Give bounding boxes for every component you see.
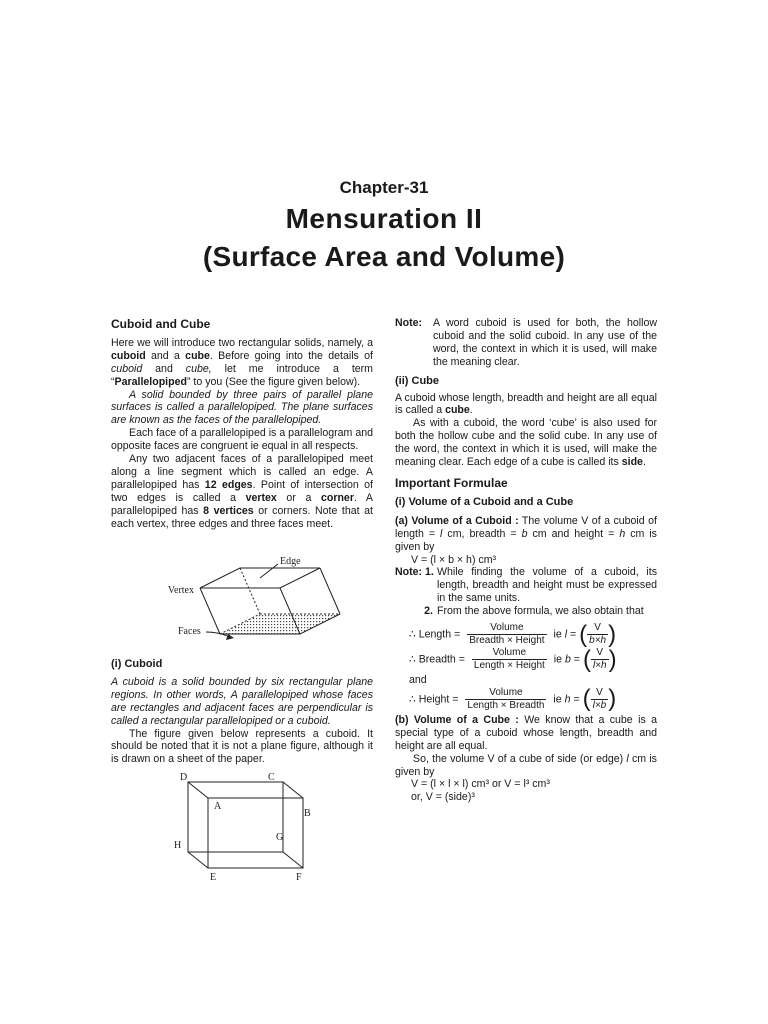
cube-volume-formula-side: or, V = (side)³ xyxy=(411,791,475,804)
note-2-label: Note: 1. xyxy=(395,566,434,579)
vertex-b-label: B xyxy=(304,808,311,819)
faces-paragraph: Each face of a parallelopiped is a parallelogram and opposite faces are congruent ie equal in all respects. xyxy=(111,427,373,453)
faces-label: Faces xyxy=(178,626,201,637)
edge-label: Edge xyxy=(280,556,301,567)
note-label: Note: xyxy=(395,317,423,329)
note-2-item-2 xyxy=(395,605,657,618)
left-column xyxy=(111,318,373,531)
and-word: and xyxy=(409,674,427,687)
cube-volume-text: (b) Volume of a Cube : We know that a cube is a special type of a cuboid whose length, breadth and height are all equal. xyxy=(395,713,658,752)
parallelopiped-definition: A solid bounded by three pairs of parallel plane surfaces is called a parallelopiped. The plane surfaces are known as the faces of the parallelopiped. xyxy=(111,388,373,427)
page-title: Mensuration II xyxy=(285,203,483,234)
intro-paragraph: Here we will introduce two rectangular solids, namely, a cuboid and a cube. Before going into the details of cuboid and cube, let me introduce a term “Parallelopiped” to you (See the figure given below). xyxy=(111,336,374,388)
chapter-label: Chapter-31 xyxy=(339,178,429,197)
cuboid-volume-text: (a) Volume of a Cuboid : The volume V of a cuboid of length = l cm, breadth = b cm and height = h cm is given by xyxy=(395,514,657,553)
cube-paragraph: As with a cuboid, the word ‘cube’ is also used for both the hollow cube and the solid cube. In any use of the word, the context in which it is used, will make the meaning clear. Each edge of a cube is called its side. xyxy=(395,417,657,469)
vertex-e-label: E xyxy=(210,872,217,883)
parallelopiped-figure xyxy=(160,552,360,652)
cube-definition: A cuboid whose length, breadth and height are all equal is called a cube. xyxy=(395,391,657,417)
cube-heading: (ii) Cube xyxy=(395,374,439,387)
vertex-d-label: D xyxy=(180,772,188,783)
note-text: A word cuboid is used for both, the hollow cuboid and the solid cuboid. In any use of the word, the context in which it is used, will make the meaning clear. xyxy=(433,317,657,368)
formulae-heading: Important Formulae xyxy=(395,475,508,490)
vertex-label: Vertex xyxy=(167,585,194,596)
note-block xyxy=(395,317,657,369)
shaded-face xyxy=(220,614,340,634)
right-column xyxy=(395,317,657,804)
cube-volume-formula: V = (l × l × l) cm³ or V = l³ cm³ xyxy=(411,778,550,791)
vertex-h-label: H xyxy=(174,840,182,851)
cuboid-figure xyxy=(170,768,330,886)
breadth-formula: ∴ Breadth = $\frac{\text{Volume}}{\text{Length × Height}}$ ie b = ( $\frac{V}{l\times h}$ ) xyxy=(409,645,617,673)
page-subtitle: (Surface Area and Volume) xyxy=(202,241,566,272)
length-formula: ∴ Length = $\frac{\text{Volume}}{\text{Breadth × Height}}$ ie l = ( $\frac{V}{b\times h}$ ) xyxy=(409,620,617,648)
note-2-text: While finding the volume of a cuboid, its length, breadth and height must be expressed in the same units. xyxy=(437,566,657,605)
cube-volume-para: So, the volume V of a cube of side (or edge) l cm is given by xyxy=(395,752,657,778)
cuboid-paragraph: The figure given below represents a cuboid. It should be noted that it is not a plane figure, although it is drawn on a sheet of the paper. xyxy=(111,727,373,766)
vertex-c-label: C xyxy=(268,772,275,783)
height-formula: ∴ Height = $\frac{\text{Volume}}{\text{Length × Breadth}}$ ie h = ( $\frac{V}{l\times b}$ ) xyxy=(409,685,617,713)
vertex-a-label: A xyxy=(214,801,222,812)
cuboid-volume-formula: V = (l × b × h) cm³ xyxy=(411,553,497,566)
note-2-item-text: From the above formula, we also obtain that xyxy=(437,605,644,618)
edges-paragraph: Any two adjacent faces of a parallelopiped meet along a line segment which is called an edge. A parallelopiped has 12 edges. Point of intersection of two edges is called a vertex or a corner. A parallelopiped has 8 vertices or corners. Note that at each vertex, three edges and three faces meet. xyxy=(111,453,373,530)
vertex-g-label: G xyxy=(276,832,284,843)
cuboid-heading: (i) Cuboid xyxy=(111,658,163,670)
section-heading-cuboid-cube: Cuboid and Cube xyxy=(111,317,211,331)
cuboid-definition: A cuboid is a solid bounded by six rectangular plane regions. In other words, A parallelopiped whose faces are rectangles and adjacent faces are perpendicular is called a rectangular parallelopiped or a cuboid. xyxy=(111,675,373,727)
vertex-f-label: F xyxy=(296,872,302,883)
note-2-block xyxy=(395,566,657,605)
cuboid-section xyxy=(111,658,373,766)
note-2-number: 2. xyxy=(424,605,433,618)
volume-heading: (i) Volume of a Cuboid and a Cube xyxy=(395,495,574,508)
